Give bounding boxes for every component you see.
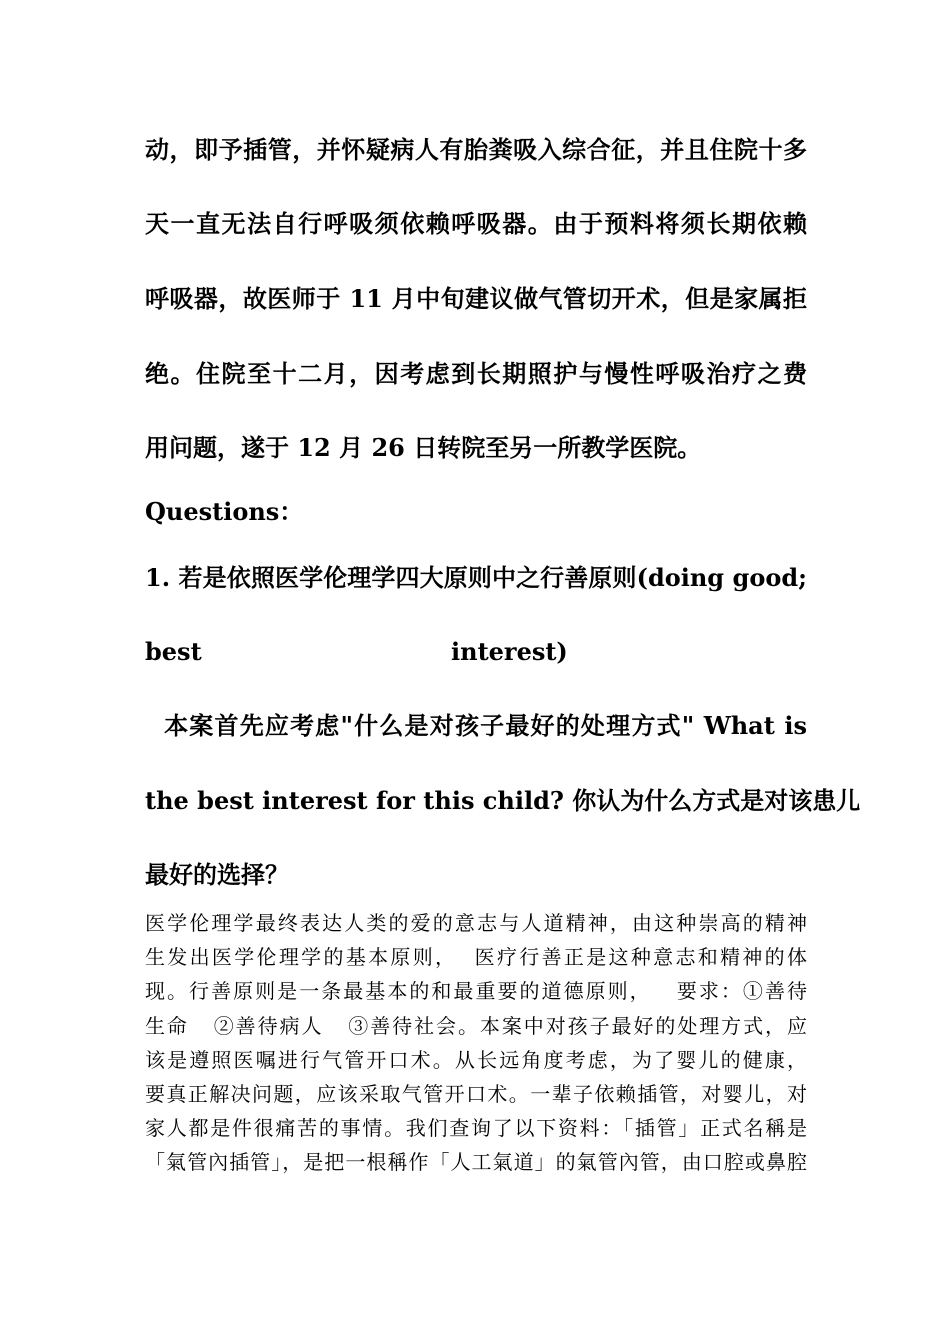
answer-line-5: 该是遵照医嘱进行气管开口术。从长远角度考虑，为了婴儿的健康，	[145, 1047, 807, 1072]
answer-line-4: 生命 ②善待病人 ③善待社会。本案中对孩子最好的处理方式，应	[145, 1013, 807, 1038]
question-1-line-2-right: interest)	[451, 637, 568, 666]
question-1-line-4: the best interest for this child? 你认为什么方式是对该患儿	[145, 786, 861, 815]
case-text-line-1: 动，即予插管，并怀疑病人有胎粪吸入综合征，并且住院十多	[145, 135, 807, 164]
question-1-line-3: 本案首先应考虑"什么是对孩子最好的处理方式" What is	[145, 711, 807, 740]
questions-heading: Questions：	[145, 497, 304, 526]
case-text-line-3: 呼吸器，故医师于 11 月中旬建议做气管切开术，但是家属拒	[145, 284, 807, 313]
case-text-line-2: 天一直无法自行呼吸须依赖呼吸器。由于预料将须长期依赖	[145, 209, 807, 238]
answer-line-6: 要真正解决问题，应该采取气管开口术。一辈子依赖插管，对婴儿，对	[145, 1082, 807, 1107]
question-1-line-5: 最好的选择？	[145, 860, 289, 889]
question-1-line-1: 1. 若是依照医学伦理学四大原则中之行善原则(doing good;	[145, 563, 807, 592]
answer-line-3: 现。行善原则是一条最基本的和最重要的道德原则， 要求：①善待	[145, 979, 807, 1004]
answer-line-7: 家人都是件很痛苦的事情。我们查询了以下资料：「插管」正式名稱是	[145, 1116, 807, 1141]
case-text-line-5: 用问题，遂于 12 月 26 日转院至另一所教学医院。	[145, 433, 702, 462]
question-1-line-2-left: best	[145, 637, 202, 666]
answer-line-8: 「氣管內插管」，是把一根稱作「人工氣道」的氣管內管，由口腔或鼻腔	[145, 1150, 807, 1175]
case-text-line-4: 绝。住院至十二月，因考虑到长期照护与慢性呼吸治疗之费	[145, 359, 807, 388]
answer-line-1: 医学伦理学最终表达人类的爱的意志与人道精神，由这种崇高的精神	[145, 911, 807, 935]
answer-paragraph	[145, 906, 807, 1180]
answer-line-2: 生发出医学伦理学的基本原则， 医疗行善正是这种意志和精神的体	[145, 945, 807, 970]
